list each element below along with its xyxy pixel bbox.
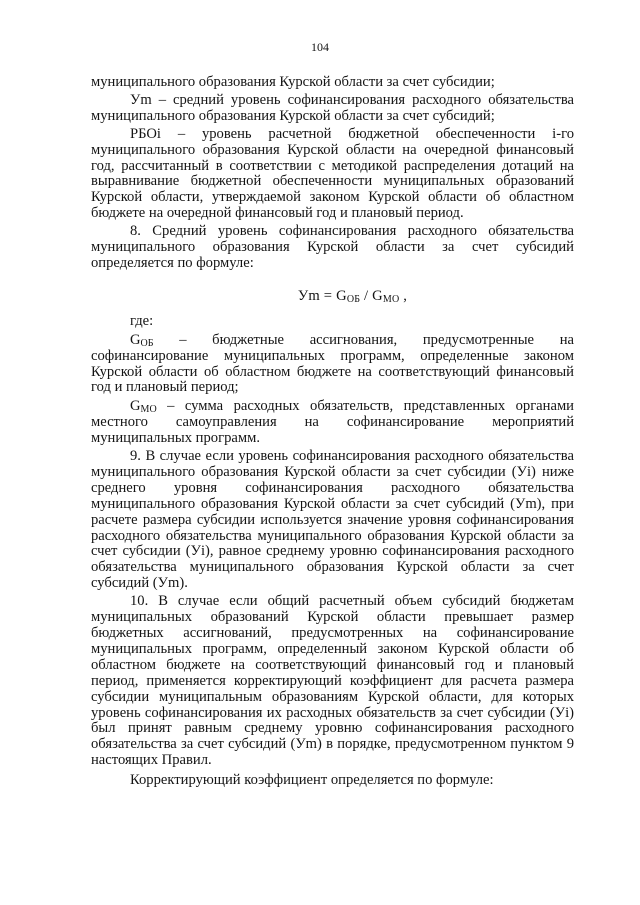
term-gob xyxy=(91,333,574,397)
paragraph-item-10: 10. В случае если общий расчетный объем субсидий бюджетам муниципальных образований Курской области превышает размер бюджетных ассигнований, предусмотренных на софинансирование муниципальных программ, определенный законом Курской области об областном бюджете на соответствующий финансовый год и плановый период, применяется корректирующий коэффициент для расчета размера субсидии муниципальным образованиям Курской области, для которых уровень софинансирования их расходных обязательств за счет субсидии (Уi) был принят равным среднему уровню софинансирования расходного обязательства за счет субсидий (Уm) в порядке, предусмотренном пунктом 9 настоящих Правил. xyxy=(91,593,574,769)
paragraph-continuation: муниципального образования Курской области за счет субсидии; xyxy=(91,74,495,90)
paragraph-correction-formula-intro: Корректирующий коэффициент определяется по формуле: xyxy=(130,772,494,789)
term-gob-sub: ОБ xyxy=(140,337,154,349)
paragraph-item-9: 9. В случае если уровень софинансирования расходного обязательства муниципального образования Курской области за счет субсидии (Уi) ниже среднего уровня софинансирования расходного обязательства муниципального образования Курской области за счет субсидий (Уm), при расчете размера субсидии используется значение уровня софинансирования расходного обязательства муниципального образования Курской области за счет субсидии (Уi), равное среднему уровню софинансирования расходного обязательства муниципального образования Курской области за счет субсидий (Уm). xyxy=(91,448,574,592)
formula-ym xyxy=(91,289,574,305)
page-number: 104 xyxy=(311,40,329,54)
term-gmo-text: – сумма расходных обязательств, представленных органами местного самоуправления на софинансирование мероприятий муниципальных программ. xyxy=(91,398,574,447)
formula-tail: , xyxy=(399,287,408,304)
term-gmo-sub: МО xyxy=(140,404,157,416)
term-gmo xyxy=(91,399,574,447)
paragraph-ym-definition: Уm – средний уровень софинансирования расходного обязательства муниципального образования Курской области за счет субсидий; xyxy=(91,91,574,124)
formula-mid: / G xyxy=(360,287,383,304)
formula-sub-ob: ОБ xyxy=(346,293,361,305)
paragraph-rbo-definition: РБОi – уровень расчетной бюджетной обеспеченности i-го муниципального образования Курской области на очередной финансовый год, рассчитанный в соответствии с методикой распределения дотаций на выравнивание бюджетной обеспеченности муниципальных образований Курской области, утверждаемой законом Курской области об областном бюджете на очередной финансовый год и плановый период. xyxy=(91,125,574,222)
formula-lhs: Уm = G xyxy=(297,287,347,304)
formula-sub-mo: МО xyxy=(382,293,400,305)
where-label: где: xyxy=(130,312,154,329)
term-gob-text: – бюджетные ассигнования, предусмотренные на софинансирование муниципальных программ, определенные законом Курской области об областном бюджете на соответствующий финансовый год и плановый период; xyxy=(91,331,574,396)
term-gob-symbol: G xyxy=(130,331,141,348)
term-gmo-symbol: G xyxy=(130,398,141,415)
paragraph-item-8: 8. Средний уровень софинансирования расходного обязательства муниципального образования Курской области за счет субсидий определяется по формуле: xyxy=(91,223,574,271)
document-body xyxy=(91,75,574,791)
